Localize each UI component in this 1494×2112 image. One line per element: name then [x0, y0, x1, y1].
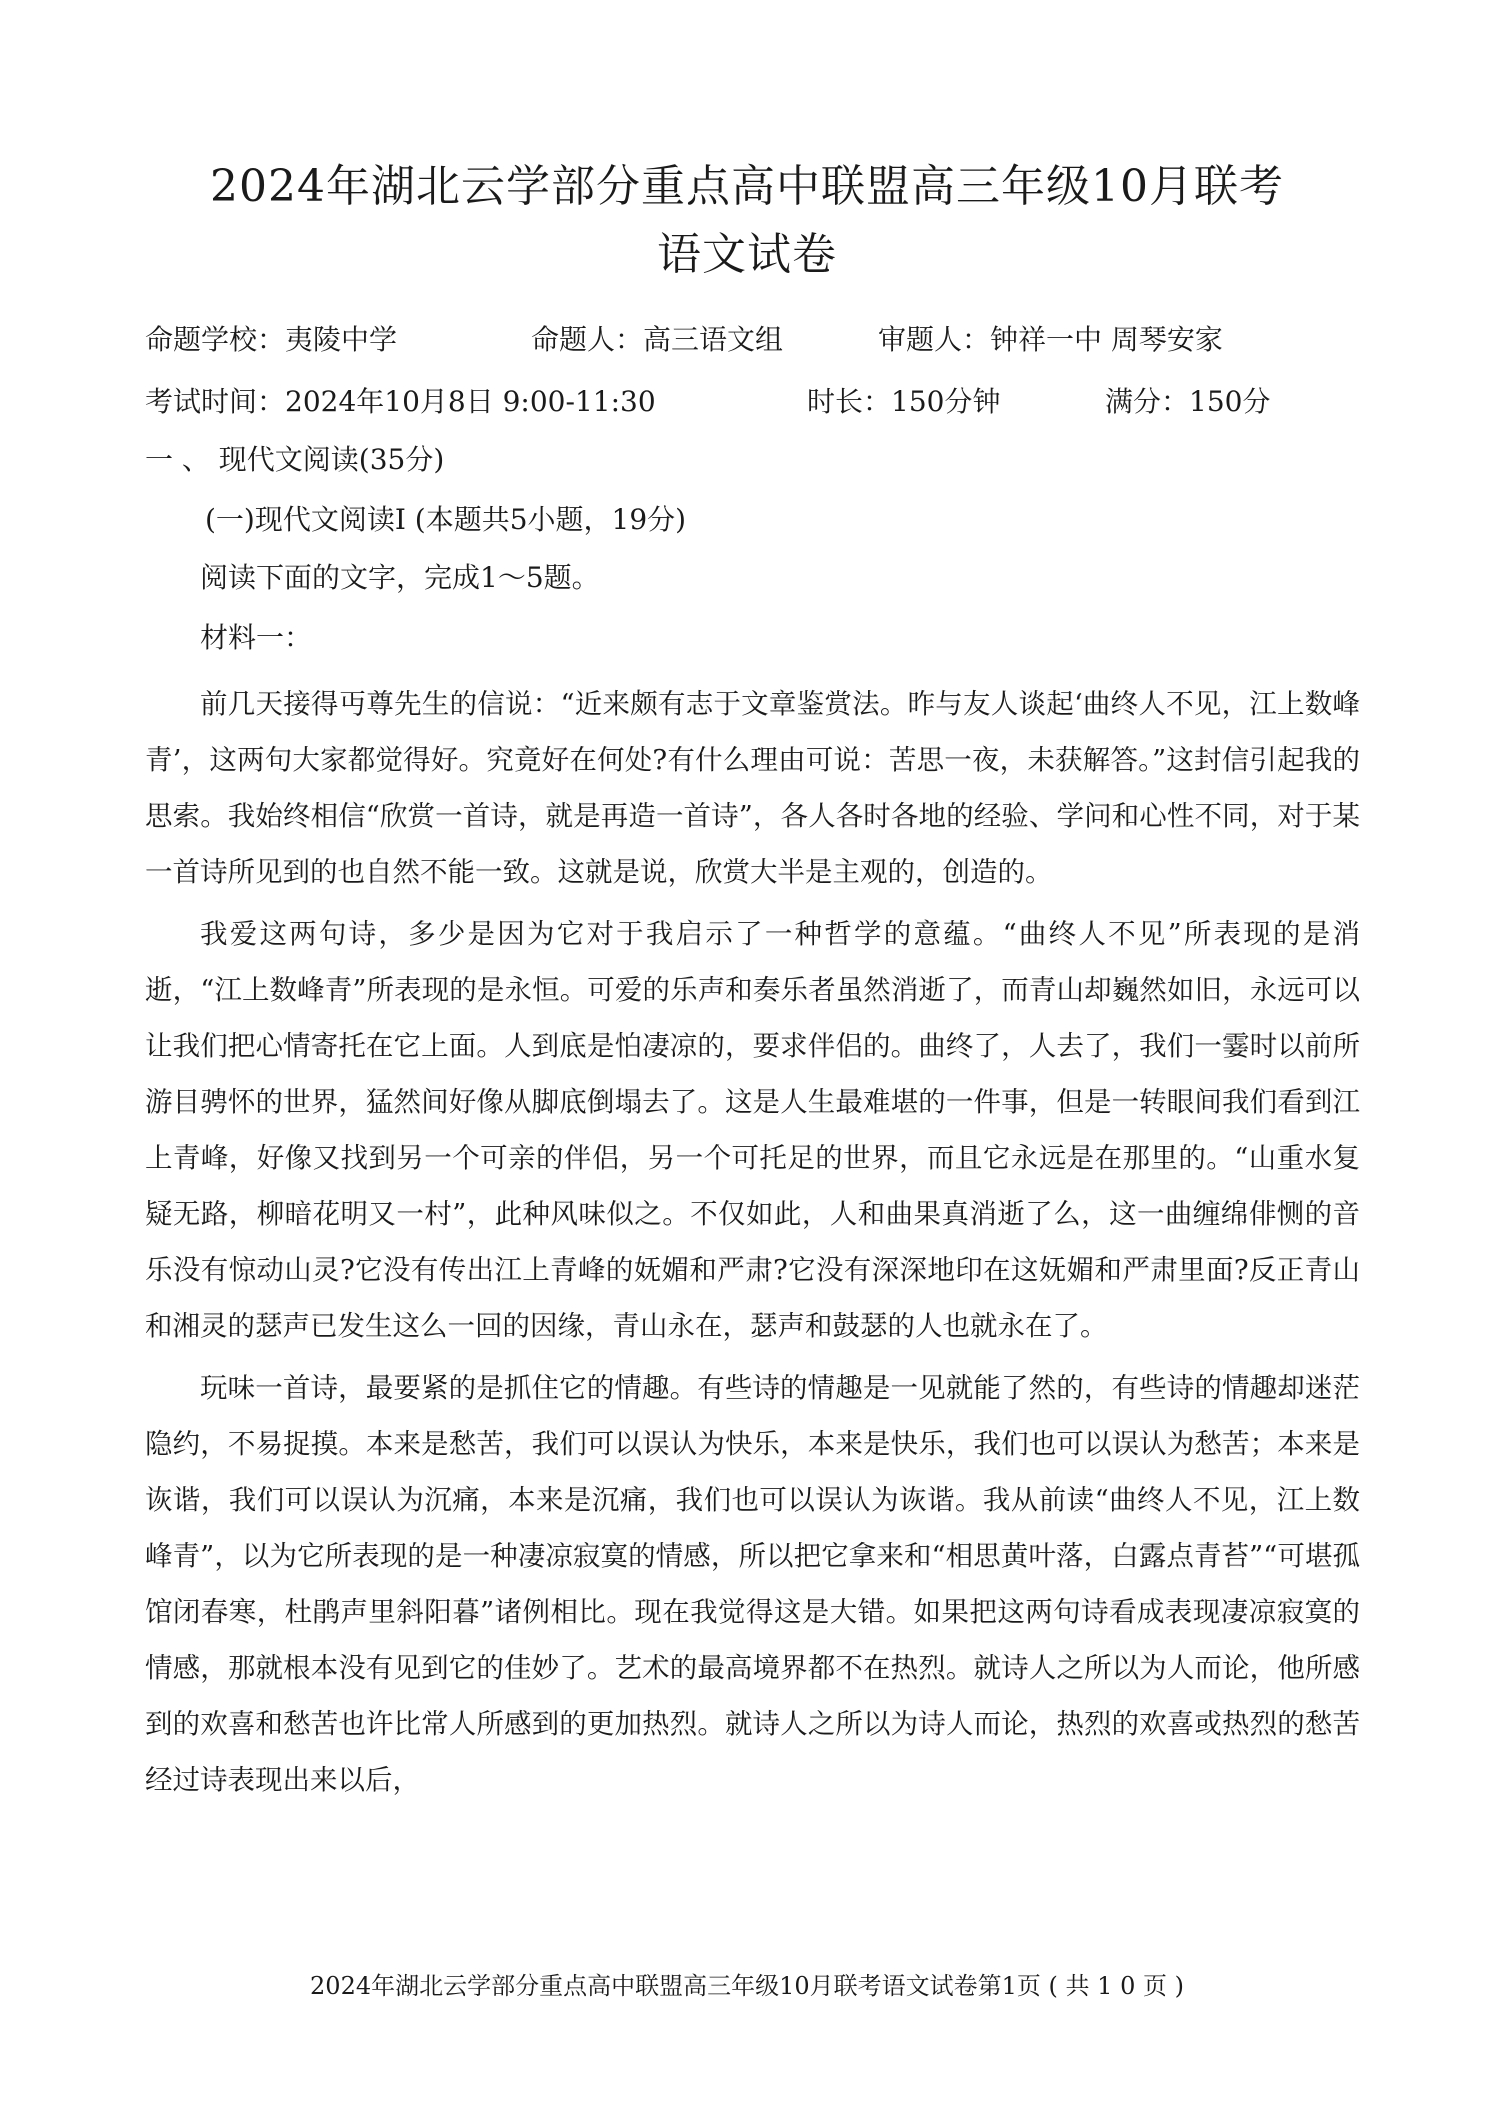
exam-subtitle: 语文试卷 — [657, 229, 837, 280]
section-heading: 一 、 现代文阅读(35分) — [145, 443, 445, 476]
page-footer: 2024年湖北云学部分重点高中联盟高三年级10月联考语文试卷第1页 ( 共 1 0 页 ) — [310, 1972, 1184, 2000]
section-subheading: (一)现代文阅读I (本题共5小题，19分) — [205, 503, 687, 536]
meta-exam-time: 考试时间：2024年10月8日 9:00-11:30 — [145, 385, 656, 418]
paragraph: 前几天接得丏尊先生的信说：“近来颇有志于文章鉴赏法。昨与友人谈起‘曲终人不见，江上数峰青’，这两句大家都觉得好。究竟好在何处?有什么理由可说：苦思一夜，未获解答。”这封信引起我的思索。我始终相信“欣赏一首诗，就是再造一首诗”，各人各时各地的经验、学问和心性不同，对于某一首诗所见到的也自然不能一致。这就是说，欣赏大半是主观的，创造的。 — [145, 688, 1360, 888]
meta-full-score: 满分：150分 — [1105, 385, 1271, 418]
paragraph: 我爱这两句诗，多少是因为它对于我启示了一种哲学的意蕴。“曲终人不见”所表现的是消逝，“江上数峰青”所表现的是永恒。可爱的乐声和奏乐者虽然消逝了，而青山却巍然如旧，永远可以让我们把心情寄托在它上面。人到底是怕凄凉的，要求伴侣的。曲终了，人去了，我们一霎时以前所游目骋怀的世界，猛然间好像从脚底倒塌去了。这是人生最难堪的一件事，但是一转眼间我们看到江上青峰，好像又找到另一个可亲的伴侣，另一个可托足的世界，而且它永远是在那里的。“山重水复疑无路，柳暗花明又一村”，此种风味似之。不仅如此，人和曲果真消逝了么，这一曲缠绵俳恻的音乐没有惊动山灵?它没有传出江上青峰的妩媚和严肃?它没有深深地印在这妩媚和严肃里面?反正青山和湘灵的瑟声已发生这么一回的因缘，青山永在，瑟声和鼓瑟的人也就永在了。 — [145, 918, 1360, 1342]
material-label: 材料一： — [200, 621, 313, 654]
paragraph: 玩味一首诗，最要紧的是抓住它的情趣。有些诗的情趣是一见就能了然的，有些诗的情趣却迷茫隐约，不易捉摸。本来是愁苦，我们可以误认为快乐，本来是快乐，我们也可以误认为愁苦；本来是诙谐，我们可以误认为沉痛，本来是沉痛，我们也可以误认为诙谐。我从前读“曲终人不见，江上数峰青”，以为它所表现的是一种凄凉寂寞的情感，所以把它拿来和“相思黄叶落，白露点青苔”“可堪孤馆闭春寒，杜鹃声里斜阳暮”诸例相比。现在我觉得这是大错。如果把这两句诗看成表现凄凉寂寞的情感，那就根本没有见到它的佳妙了。艺术的最高境界都不在热烈。就诗人之所以为人而论，他所感到的欢喜和愁苦也许比常人所感到的更加热烈。就诗人之所以为诗人而论，热烈的欢喜或热烈的愁苦经过诗表现出来以后， — [145, 1372, 1360, 1796]
meta-author: 命题人：高三语文组 — [531, 323, 784, 356]
exam-title: 2024年湖北云学部分重点高中联盟高三年级10月联考 — [210, 161, 1284, 212]
reading-instruction: 阅读下面的文字，完成1～5题。 — [200, 561, 600, 594]
meta-school: 命题学校：夷陵中学 — [145, 323, 398, 356]
meta-duration: 时长：150分钟 — [807, 385, 1001, 418]
material-body — [145, 676, 1360, 1808]
meta-reviewer: 审题人：钟祥一中 周琴安家 — [878, 323, 1223, 356]
